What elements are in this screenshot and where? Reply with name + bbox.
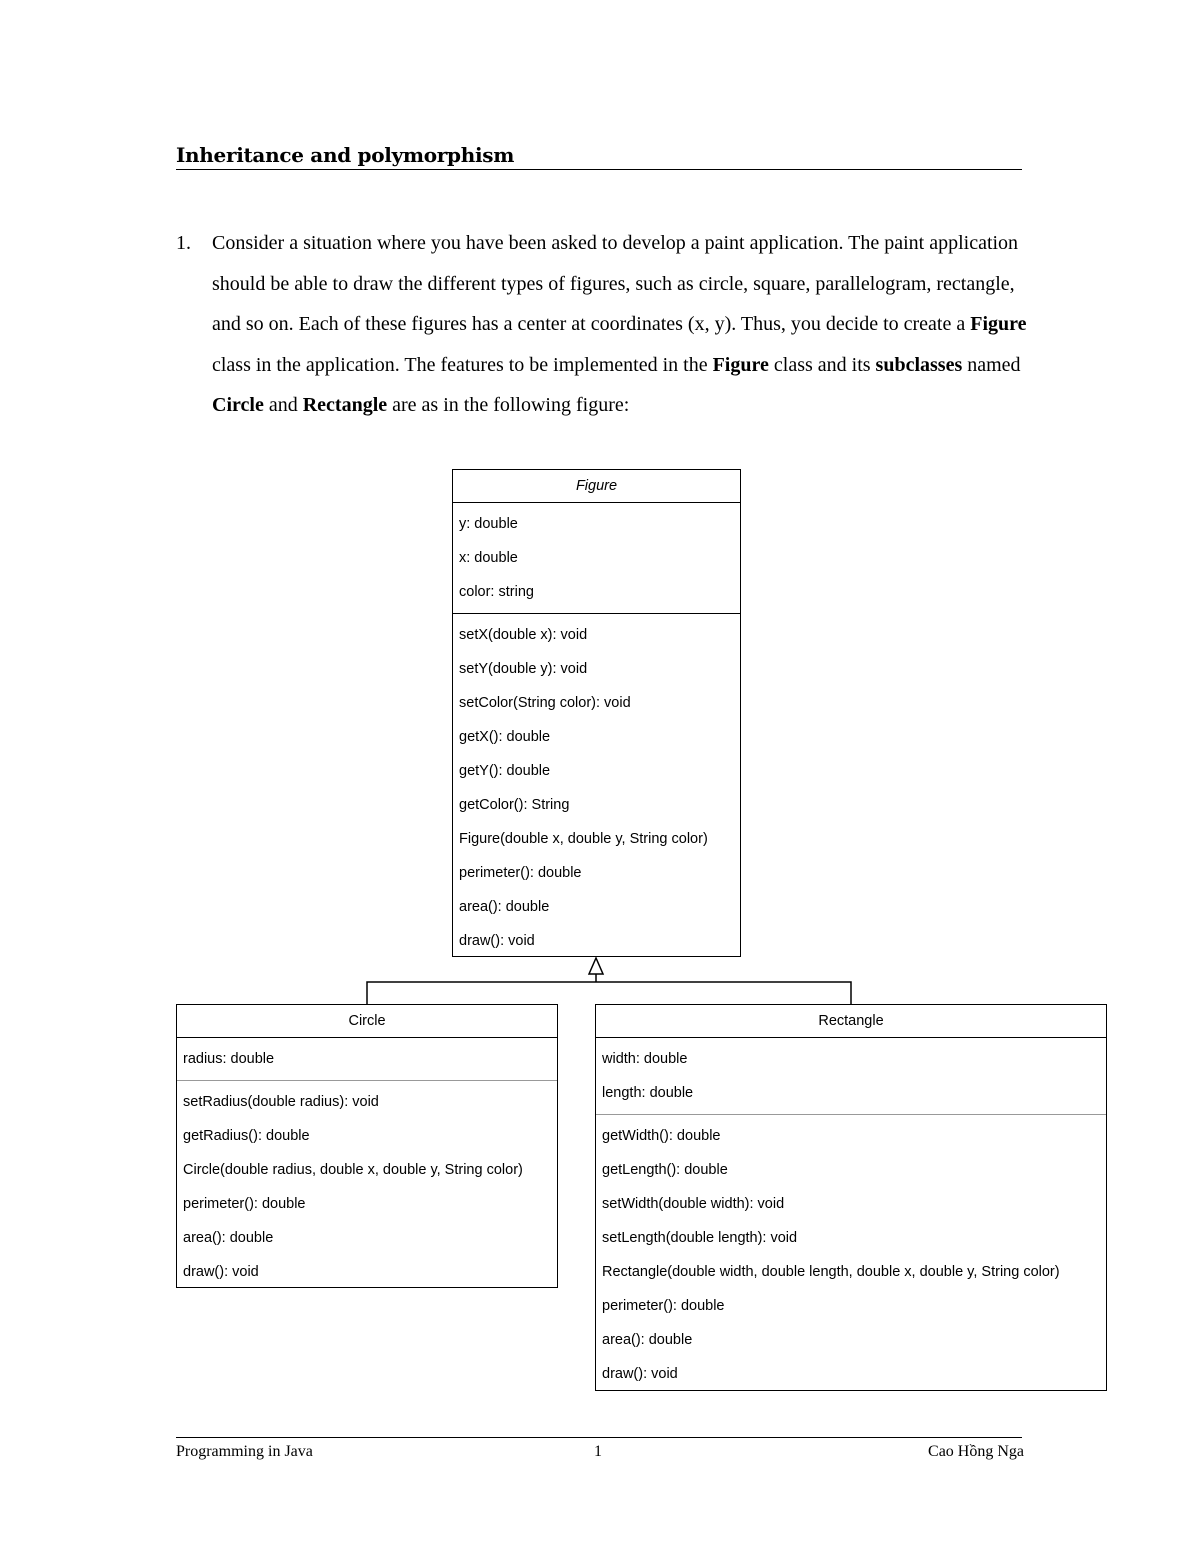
- class-method: setWidth(double width): void: [602, 1196, 785, 1212]
- class-method: draw(): void: [459, 933, 535, 949]
- class-attribute: x: double: [459, 550, 518, 566]
- footer-course: Programming in Java: [176, 1443, 313, 1460]
- class-method: Circle(double radius, double x, double y, String color): [183, 1162, 523, 1178]
- class-method: getColor(): String: [459, 797, 570, 813]
- footer-author: Cao Hồng Nga: [928, 1443, 1024, 1460]
- class-attribute: width: double: [602, 1051, 688, 1067]
- class-attribute: y: double: [459, 516, 518, 532]
- class-method: area(): double: [183, 1230, 274, 1246]
- class-method: getRadius(): double: [183, 1128, 310, 1144]
- class-method: getX(): double: [459, 729, 551, 745]
- section-heading: Inheritance and polymorphism: [176, 143, 1022, 170]
- class-method: setColor(String color): void: [459, 695, 631, 711]
- class-attribute: length: double: [602, 1085, 694, 1101]
- figure-class-box: [452, 469, 741, 957]
- class-attribute: color: string: [459, 584, 534, 600]
- class-method: area(): double: [459, 899, 550, 915]
- class-method: getY(): double: [459, 763, 551, 779]
- class-method: setX(double x): void: [459, 627, 588, 643]
- circle-class-box: [176, 1004, 558, 1288]
- class-method: setRadius(double radius): void: [183, 1094, 379, 1110]
- question-number: 1.: [176, 232, 191, 254]
- class-name: Figure: [453, 470, 740, 503]
- rectangle-class-box: [595, 1004, 1107, 1391]
- class-method: perimeter(): double: [459, 865, 582, 881]
- class-name: Rectangle: [596, 1005, 1106, 1038]
- class-method: getLength(): double: [602, 1162, 728, 1178]
- class-method: Rectangle(double width, double length, double x, double y, String color): [602, 1264, 1060, 1280]
- footer-page-number: 1: [594, 1443, 602, 1460]
- class-attribute: radius: double: [183, 1051, 275, 1067]
- class-method: draw(): void: [183, 1264, 259, 1280]
- class-method: perimeter(): double: [183, 1196, 306, 1212]
- class-method: setY(double y): void: [459, 661, 588, 677]
- class-method: draw(): void: [602, 1366, 678, 1382]
- class-method: getWidth(): double: [602, 1128, 721, 1144]
- class-method: setLength(double length): void: [602, 1230, 798, 1246]
- class-name: Circle: [177, 1005, 557, 1038]
- footer-divider: [176, 1437, 1022, 1438]
- class-method: area(): double: [602, 1332, 693, 1348]
- question-text: Consider a situation where you have been asked to develop a paint application. The paint application should be able to draw the different types of figures, such as circle, square, parallelogram, rectangle, and so on. Each of these figures has a center at coordinates (x, y). Thus, you decide to create a Figure class in the application. The features to be implemented in the Figure class and its subclasses named Circle and Rectangle are as in the following figure:: [212, 232, 1027, 417]
- class-method: perimeter(): double: [602, 1298, 725, 1314]
- class-method: Figure(double x, double y, String color): [459, 831, 708, 847]
